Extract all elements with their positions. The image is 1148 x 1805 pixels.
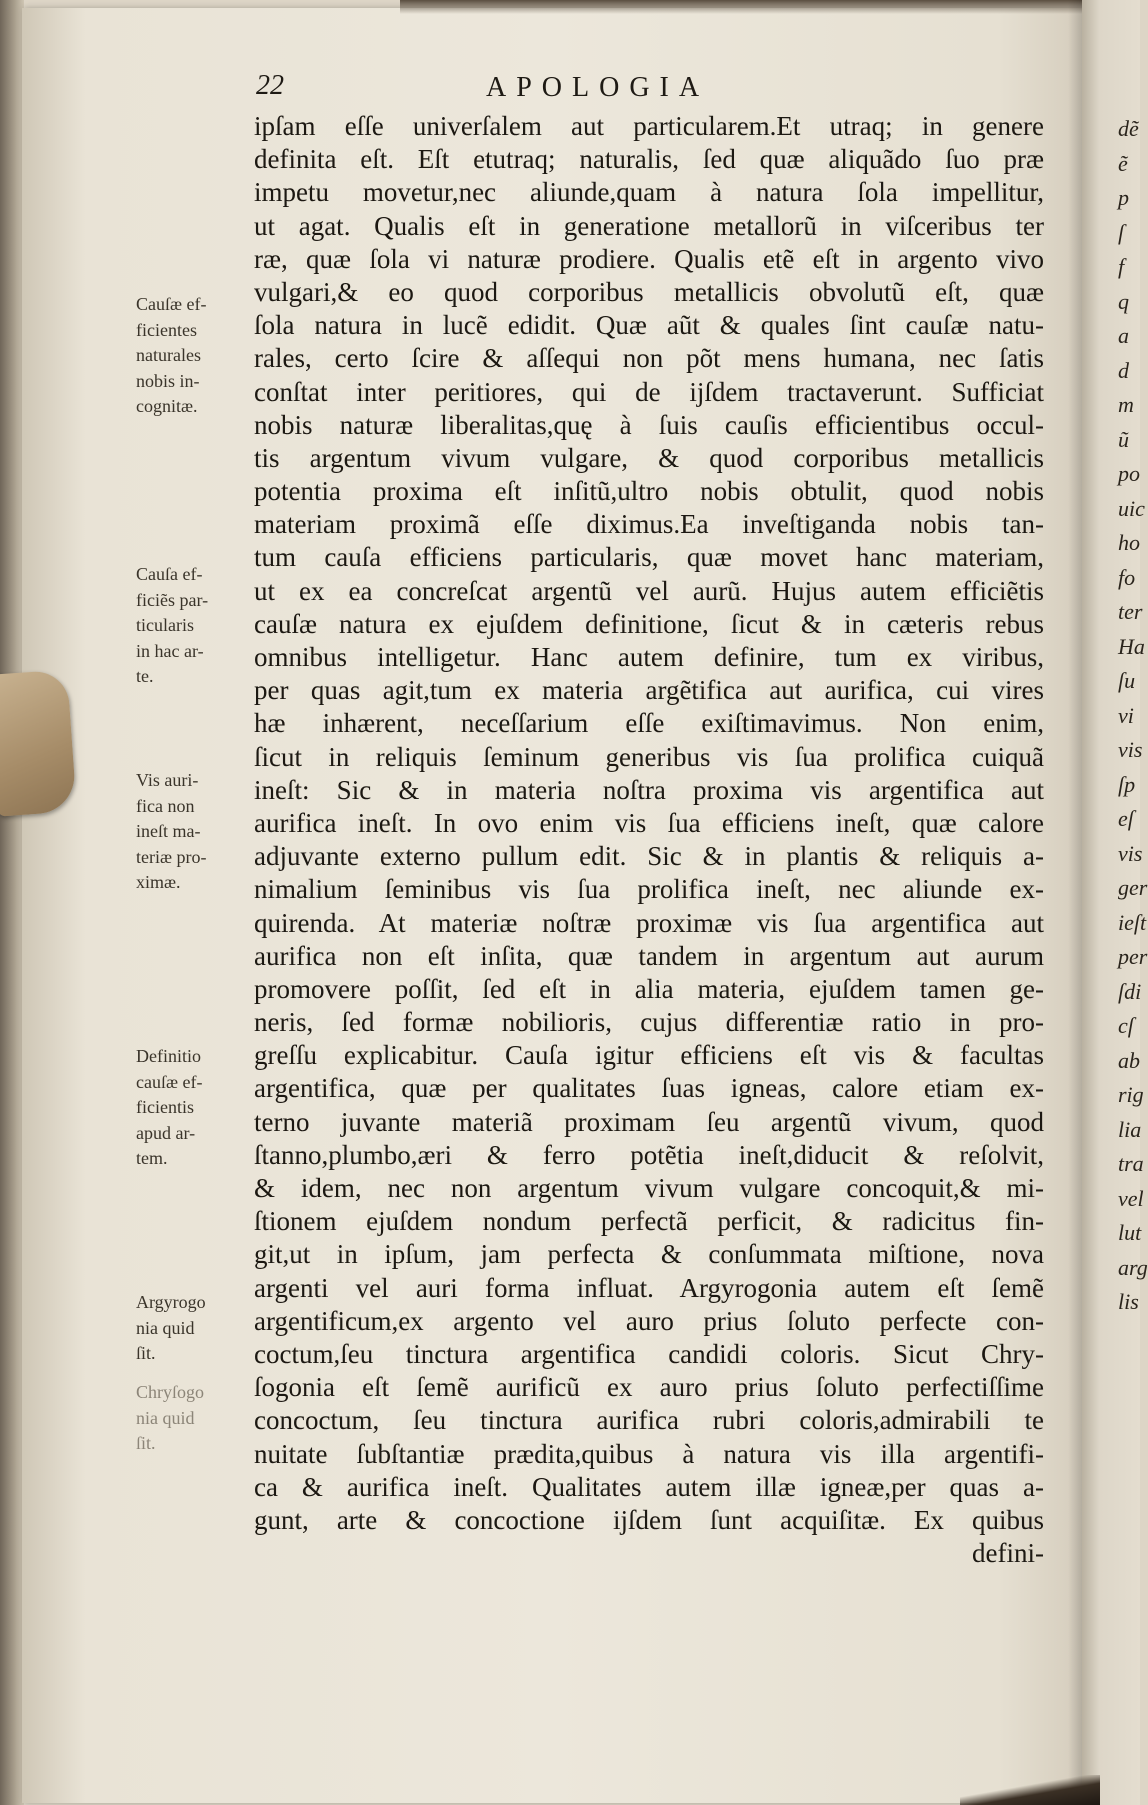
margin-note-line: naturales: [136, 345, 201, 365]
facing-page-fragment: ẽ: [1118, 150, 1128, 176]
text-line: ſtionem ejuſdem nondum perfectã perficit, & radicitus fin-: [254, 1206, 1044, 1237]
text-line: definita eſt. Eſt etutraq; naturalis, ſed quæ aliquãdo ſuo præ: [254, 144, 1044, 175]
text-line: nobis naturæ liberalitas,quę à ſuis cauſis efficientibus occul-: [254, 409, 1044, 440]
facing-page-fragment: lut: [1118, 1220, 1142, 1245]
margin-note-line: te.: [136, 666, 154, 686]
facing-page-fragment: fo: [1118, 564, 1136, 590]
text-line: vulgari,& eo quod corporibus metallicis obvolutũ eſt, quæ: [254, 276, 1044, 307]
margin-note: [136, 1290, 246, 1367]
facing-page-fragment: vel: [1118, 1185, 1144, 1211]
facing-page-fragment: arg: [1118, 1254, 1148, 1280]
margin-note-line: nobis in-: [136, 370, 200, 391]
facing-page-fragment: rig: [1118, 1082, 1144, 1107]
margin-note-line: ficientes: [136, 319, 197, 340]
text-line: ut ex ea concreſcat argentũ vel aurũ. Hujus autem efficiẽtis: [254, 575, 1044, 606]
margin-note-line: ficientis: [136, 1097, 194, 1117]
text-line: conſtat inter peritiores, qui de ijſdem tractaverunt. Sufficiat: [254, 376, 1044, 407]
facing-page-fragment: ſp: [1118, 771, 1136, 797]
text-line: terno juvante materiã proximam ſeu argentũ vivum, quod: [254, 1106, 1044, 1137]
text-line: hæ inhærent, neceſſarium eſſe exiſtimavimus. Non enim,: [254, 708, 1044, 739]
margin-note: [136, 768, 246, 896]
text-line: ſola natura in lucẽ edidit. Quæ aũt & quales ſint cauſæ natu-: [254, 310, 1044, 341]
text-line: aurifica ineſt. In ovo enim vis ſua efficiens ineſt, quæ calore: [254, 807, 1044, 838]
facing-page-edge: [1082, 0, 1148, 1805]
margin-note-line: nia quid: [136, 1317, 195, 1338]
margin-note-line: teriæ pro-: [136, 846, 207, 867]
text-line: nimalium ſeminibus vis ſua prolifica ineſt, nec aliunde ex-: [254, 874, 1044, 905]
margin-note-line: ineſt ma-: [136, 821, 201, 841]
text-line: rales, certo ſcire & aſſequi non põt mens humana, nec ſatis: [254, 343, 1044, 374]
text-line: ſicut in reliquis ſeminum generibus vis ſua prolifica cuiquã: [254, 741, 1044, 772]
margin-note: [136, 1380, 246, 1457]
text-line: ipſam eſſe univerſalem aut particularem.Et utraq; in genere: [254, 111, 1044, 141]
facing-page-fragment: cſ: [1118, 1013, 1134, 1038]
running-head: APOLOGIA: [486, 72, 710, 103]
text-line: & idem, nec non argentum vivum vulgare concoquit,& mi-: [254, 1173, 1044, 1203]
margin-note-line: ſit.: [136, 1433, 156, 1453]
text-line: ineſt: Sic & in materia noſtra proxima vis argentifica aut: [254, 774, 1044, 805]
facing-page-fragment: m: [1118, 392, 1134, 417]
text-line: materiam proximã eſſe diximus.Ea inveſtiganda nobis tan-: [254, 509, 1044, 540]
catchword: defini-: [972, 1538, 1044, 1569]
text-line: argenti vel auri forma influat. Argyrogonia autem eſt ſemẽ: [254, 1272, 1044, 1303]
facing-page-fragment: ũ: [1118, 426, 1129, 452]
margin-note-line: in hac ar-: [136, 640, 204, 661]
facing-page-fragment: uic: [1118, 495, 1145, 521]
text-line: ræ, quæ ſola vi naturæ prodiere. Qualis etẽ eſt in argento vivo: [254, 243, 1044, 274]
facing-page-fragment: ab: [1118, 1047, 1140, 1073]
margin-note-line: Cauſa ef-: [136, 564, 203, 584]
text-line: ca & aurifica ineſt. Qualitates autem illæ igneæ,per quas a-: [254, 1471, 1044, 1502]
margin-note-line: Argyrogo: [136, 1292, 206, 1312]
text-line: greſſu explicabitur. Cauſa igitur efficiens eſt vis & facultas: [254, 1040, 1044, 1071]
text-line: argentificum,ex argento vel auro prius ſoluto perfecte con-: [254, 1305, 1044, 1336]
facing-page-fragment: per: [1118, 944, 1148, 969]
facing-page-fragment: ſdi: [1118, 978, 1142, 1004]
facing-page-fragment: po: [1118, 461, 1140, 486]
page-top-shadow: [400, 0, 1140, 14]
facing-page-fragment: vis: [1118, 840, 1143, 866]
page-number: 22: [256, 70, 284, 101]
facing-page-fragment: ſu: [1118, 668, 1136, 693]
text-line: promovere poſſit, ſed eſt in alia materia, ejuſdem tamen ge-: [254, 973, 1044, 1004]
text-line: ſogonia eſt ſemẽ aurificũ ex auro prius ſoluto perfectiſſime: [254, 1372, 1044, 1403]
text-line: per quas agit,tum ex materia argẽtifica aut aurifica, cui vires: [254, 675, 1044, 706]
facing-page-fragment: ho: [1118, 530, 1140, 555]
text-line: concoctum, ſeu tinctura aurifica rubri coloris,admirabili te: [254, 1405, 1044, 1436]
facing-page-fragment: ieſt: [1118, 909, 1147, 935]
facing-page-fragment: vis: [1118, 737, 1143, 762]
text-line: ſtanno,plumbo,æri & ferro potẽtia ineſt,diducit & reſolvit,: [254, 1139, 1044, 1170]
text-line: aurifica non eſt inſita, quæ tandem in argentum aut aurum: [254, 940, 1044, 971]
margin-note: [136, 1044, 246, 1172]
facing-page-fragment: q: [1118, 288, 1129, 314]
text-line: potentia proxima eſt inſitũ,ultro nobis obtulit, quod nobis: [254, 476, 1044, 507]
text-line: adjuvante externo pullum edit. Sic & in plantis & reliquis a-: [254, 841, 1044, 872]
body-text: [254, 110, 1044, 1570]
margin-note-line: ſit.: [136, 1343, 156, 1363]
margin-note-line: Chryſogo: [136, 1382, 205, 1402]
facing-page-fragment: d: [1118, 357, 1129, 383]
margin-note-line: ficiẽs par-: [136, 589, 209, 610]
margin-note-line: nia quid: [136, 1407, 195, 1428]
book-binding: [0, 0, 24, 1805]
facing-page-fragment: lia: [1118, 1116, 1142, 1142]
margin-note-line: fica non: [136, 795, 195, 816]
facing-page-fragment: Ha: [1118, 633, 1145, 659]
text-line: impetu movetur,nec aliunde,quam à natura ſola impellitur,: [254, 177, 1044, 208]
text-line: quirenda. At materiæ noſtræ proximæ vis ſua argentifica aut: [254, 907, 1044, 938]
margin-note-line: cognitæ.: [136, 396, 198, 416]
text-line: argentifica, quæ per qualitates ſuas igneas, calore etiam ex-: [254, 1073, 1044, 1104]
text-line: tum cauſa efficiens particularis, quæ movet hanc materiam,: [254, 542, 1044, 573]
text-line: omnibus intelligetur. Hanc autem definire, tum ex viribus,: [254, 642, 1044, 672]
margin-note: [136, 562, 246, 690]
margin-note-line: Cauſæ ef-: [136, 294, 207, 314]
facing-page-fragment: ter: [1118, 599, 1143, 624]
facing-page-fragment: tra: [1118, 1151, 1144, 1176]
page-header: [256, 70, 976, 110]
margin-note-line: cauſæ ef-: [136, 1071, 203, 1092]
paper-bookmark-tab: [0, 669, 77, 816]
facing-page-fragment: ſ: [1118, 219, 1125, 245]
text-line: nuitate ſubſtantiæ prædita,quibus à natura vis illa argentifi-: [254, 1438, 1044, 1469]
margin-note-line: apud ar-: [136, 1122, 196, 1143]
text-line: ut agat. Qualis eſt in generatione metallorũ in viſceribus ter: [254, 210, 1044, 241]
page-corner-shadow: [960, 1775, 1100, 1805]
margin-note-line: ticularis: [136, 615, 194, 635]
margin-note-line: Vis auri-: [136, 770, 199, 790]
facing-page-fragment: vi: [1118, 702, 1134, 728]
margin-note: [136, 292, 246, 420]
facing-page-fragment: p: [1118, 185, 1129, 210]
text-line: tis argentum vivum vulgare, & quod corporibus metallicis: [254, 442, 1044, 473]
facing-page-fragment: ger: [1118, 875, 1148, 900]
text-line: cauſæ natura ex ejuſdem definitione, ſicut & in cæteris rebus: [254, 608, 1044, 639]
facing-page-fragment: dẽ: [1118, 116, 1139, 141]
facing-page-fragment: eſ: [1118, 806, 1134, 831]
text-line: git,ut in ipſum, jam perfecta & conſummata miſtione, nova: [254, 1239, 1044, 1270]
text-line: neris, ſed formæ nobilioris, cujus differentiæ ratio in pro-: [254, 1007, 1044, 1038]
facing-page-fragment: f: [1118, 254, 1125, 279]
margin-note-line: ximæ.: [136, 872, 181, 892]
margin-note-line: Definitio: [136, 1046, 201, 1066]
facing-page-fragment: lis: [1118, 1289, 1139, 1314]
facing-page-fragment: a: [1118, 323, 1129, 348]
text-line: coctum,ſeu tinctura argentifica candidi coloris. Sicut Chry-: [254, 1338, 1044, 1369]
text-line: gunt, arte & concoctione ijſdem ſunt acquiſitæ. Ex quibus: [254, 1504, 1044, 1535]
margin-note-line: tem.: [136, 1148, 168, 1168]
